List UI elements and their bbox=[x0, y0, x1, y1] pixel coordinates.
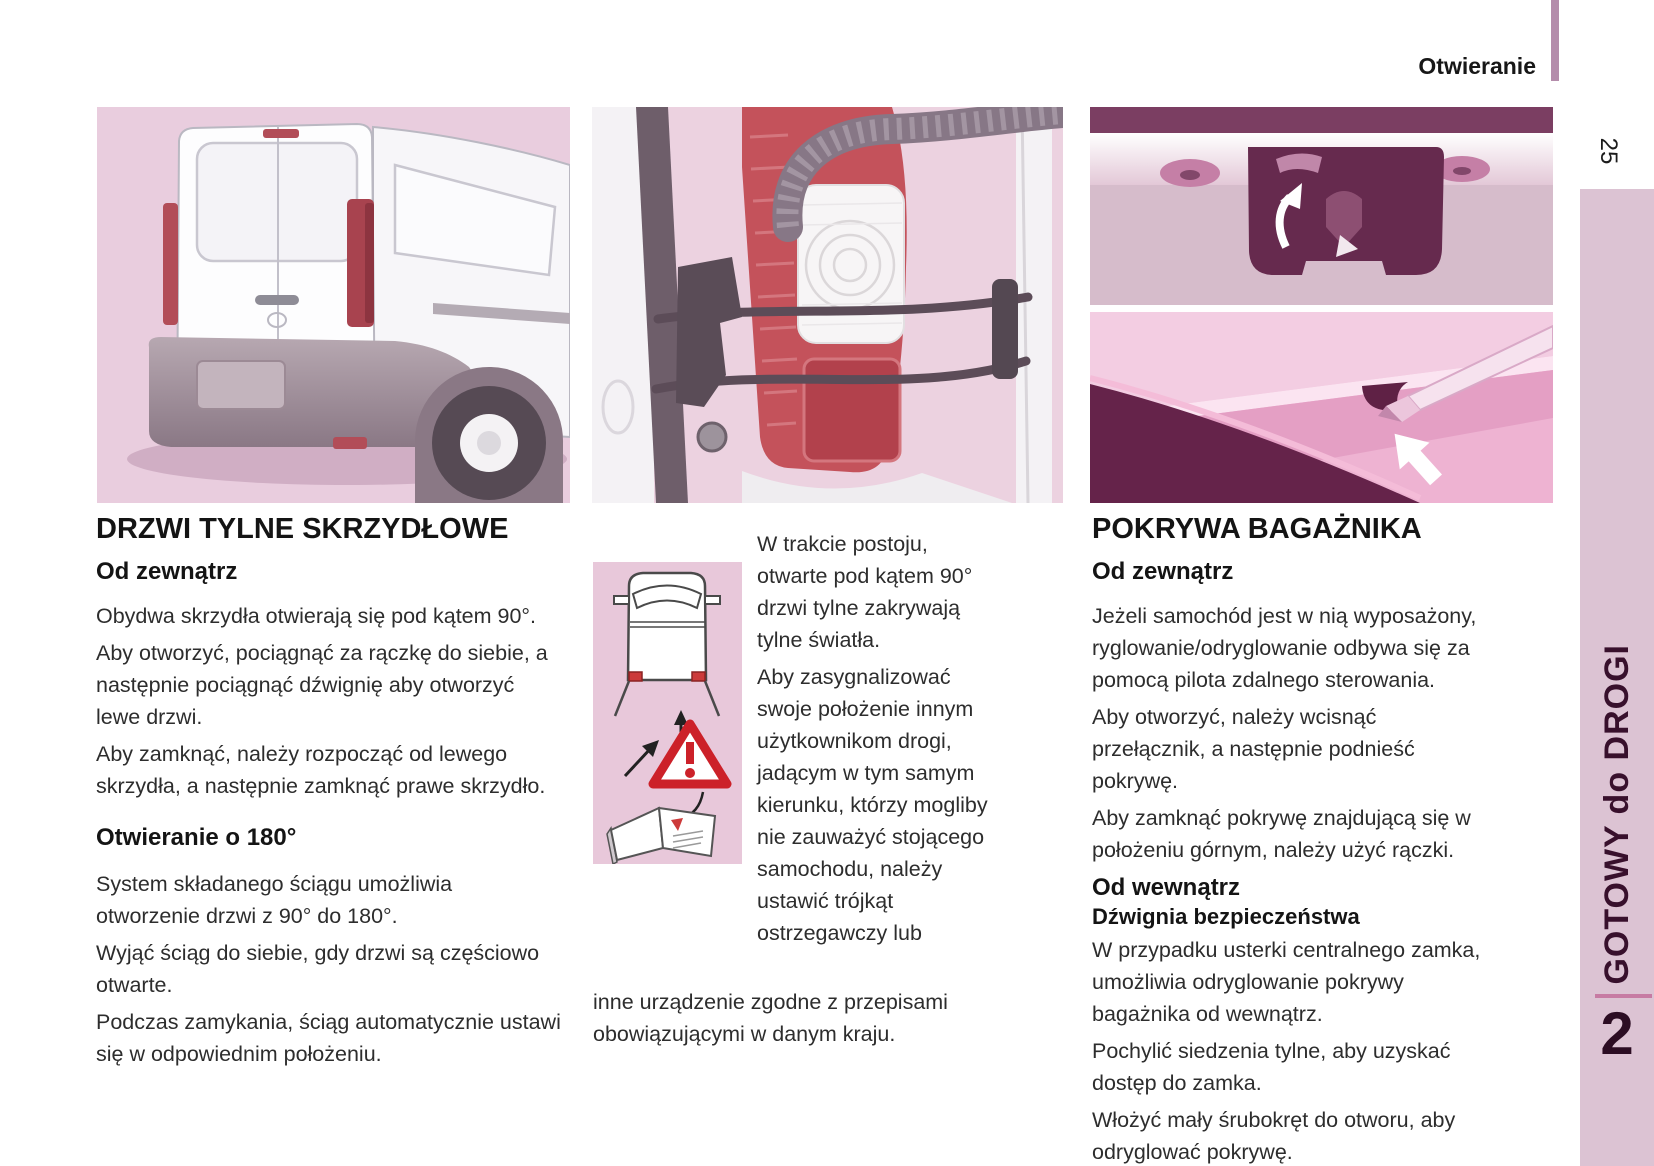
paragraph: Wyjąć ściąg do siebie, gdy drzwi są częściowo otwarte. bbox=[96, 941, 540, 997]
paragraph: Obydwa skrzydła otwierają się pod kątem 90°. bbox=[96, 604, 536, 628]
paragraph-continuation: inne urządzenie zgodne z przepisami obowiązującymi w danym kraju. bbox=[593, 990, 948, 1046]
paragraph: Aby otworzyć, pociągnąć za rączkę do siebie, a następnie pociągnąć dźwignię aby otworzyć lewe drzwi. bbox=[96, 641, 548, 729]
figure-boot-latch bbox=[1090, 107, 1553, 503]
van-rear-illustration bbox=[97, 107, 570, 503]
paragraph: Aby zasygnalizować swoje położenie innym użytkownikom drogi, jadącym w tym samym kierunku, którzy mogliby nie zauważyć stojącego samochodu, należy ustawić trójkąt ostrzegawczy lub bbox=[757, 665, 988, 945]
paragraph: Pochylić siedzenia tylne, aby uzyskać dostęp do zamka. bbox=[1092, 1039, 1451, 1095]
chapter-side-tab bbox=[1580, 189, 1654, 1166]
left-tail-light bbox=[163, 203, 178, 325]
paragraph: Aby zamknąć, należy rozpocząć od lewego skrzydła, a następnie zamknąć prawe skrzydło. bbox=[96, 742, 546, 798]
section-warning-triangle-note bbox=[593, 528, 995, 1055]
right-tail-light-mark bbox=[692, 672, 705, 681]
section-rear-hinged-doors bbox=[96, 512, 562, 1075]
header-accent-bar bbox=[1551, 0, 1559, 81]
section-title: DRZWI TYLNE SKRZYDŁOWE bbox=[96, 513, 509, 545]
paragraph: Podczas zamykania, ściąg automatycznie ustawi się w odpowiednim położeniu. bbox=[96, 1010, 561, 1066]
section-boot-lid bbox=[1092, 512, 1484, 1166]
chapter-tab-divider bbox=[1595, 994, 1652, 998]
subheading-from-inside: Od wewnątrz bbox=[1092, 874, 1241, 901]
figure-warning-triangle-inset bbox=[593, 562, 742, 864]
boot-latch-bottom-photo bbox=[1090, 312, 1553, 503]
chapter-number: 2 bbox=[1600, 1000, 1634, 1067]
page-number: 25 bbox=[1595, 137, 1622, 165]
chapter-tab-label: GOTOWY do DROGI bbox=[1598, 644, 1636, 985]
screwdriver-unlock-illustration bbox=[1090, 312, 1553, 503]
running-header: Otwieranie bbox=[1418, 53, 1536, 79]
paragraph: Włożyć mały śrubokręt do otworu, aby odryglować pokrywę. bbox=[1092, 1108, 1456, 1164]
paragraph: Aby otworzyć, należy wcisnąć przełącznik, a następnie podnieść pokrywę. bbox=[1092, 705, 1415, 793]
subheading-opening-180: Otwieranie o 180° bbox=[96, 824, 297, 851]
figure-van-rear-doors bbox=[97, 107, 570, 503]
paragraph: W trakcie postoju, otwarte pod kątem 90° drzwi tylne zakrywają tylne światła. bbox=[757, 532, 973, 652]
high-brake-light bbox=[263, 129, 299, 138]
rear-door-handle bbox=[255, 295, 299, 305]
left-tail-light-mark bbox=[629, 672, 642, 681]
subheading-from-outside: Od zewnątrz bbox=[96, 558, 238, 585]
licence-plate-recess bbox=[197, 361, 285, 409]
tail-light-illustration bbox=[592, 107, 1063, 503]
paragraph: System składanego ściągu umożliwia otworzenie drzwi z 90° do 180°. bbox=[96, 872, 453, 928]
reverse-lamp-lens bbox=[798, 185, 904, 343]
paragraph: Jeżeli samochód jest w nią wyposażony, ryglowanie/odryglowanie odbywa się za pomocą pilota zdalnego sterowania. bbox=[1092, 604, 1477, 692]
figure-tail-light-guard bbox=[592, 107, 1063, 503]
subheading-from-outside: Od zewnątrz bbox=[1092, 558, 1234, 585]
paragraph: Aby zamknąć pokrywę znajdującą się w położeniu górnym, należy użyć rączki. bbox=[1092, 806, 1471, 862]
section-title: POKRYWA BAGAŻNIKA bbox=[1092, 513, 1422, 545]
warning-triangle-placement-illustration bbox=[593, 562, 742, 864]
subheading-safety-lever: Dźwignia bezpieczeństwa bbox=[1092, 904, 1360, 929]
boot-latch-underside-illustration bbox=[1090, 107, 1553, 305]
boot-latch-top-photo bbox=[1090, 107, 1553, 305]
wrapped-text-cell bbox=[757, 528, 995, 954]
paragraph: W przypadku usterki centralnego zamka, umożliwia odryglowanie pokrywy bagażnika od wewnątrz. bbox=[1092, 938, 1481, 1026]
